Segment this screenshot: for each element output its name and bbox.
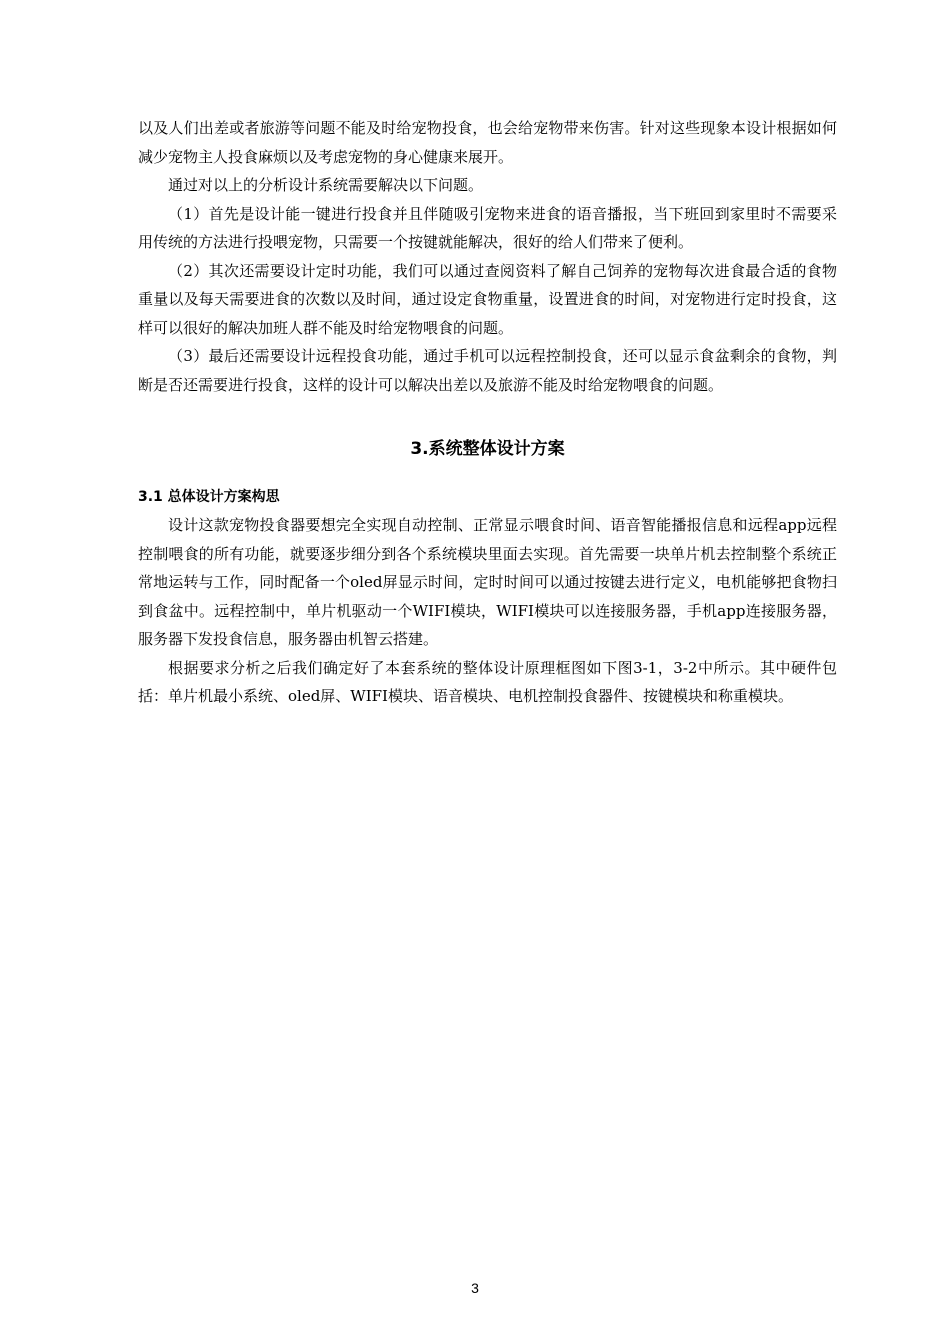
page-body	[138, 114, 837, 711]
paragraph-hardware-summary: 根据要求分析之后我们确定好了本套系统的整体设计原理框图如下图3-1，3-2中所示。其中硬件包括：单片机最小系统、oled屏、WIFI模块、语音模块、电机控制投食器件、按键模块和称重模块。	[138, 658, 837, 705]
paragraph-problem-1: （1）首先是设计能一键进行投食并且伴随吸引宠物来进食的语音播报，当下班回到家里时不需要采用传统的方法进行投喂宠物，只需要一个按键就能解决，很好的给人们带来了便利。	[138, 204, 837, 251]
page-number: 3	[471, 1280, 479, 1296]
paragraph-design-concept: 设计这款宠物投食器要想完全实现自动控制、正常显示喂食时间、语音智能播报信息和远程app远程控制喂食的所有功能，就要逐步细分到各个系统模块里面去实现。首先需要一块单片机去控制整个系统正常地运转与工作，同时配备一个oled屏显示时间，定时时间可以通过按键去进行定义，电机能够把食物扫到食盆中。远程控制中，单片机驱动一个WIFI模块，WIFI模块可以连接服务器，手机app连接服务器，服务器下发投食信息，服务器由机智云搭建。	[138, 516, 837, 648]
paragraph-problem-2: （2）其次还需要设计定时功能，我们可以通过查阅资料了解自己饲养的宠物每次进食最合适的食物重量以及每天需要进食的次数以及时间，通过设定食物重量，设置进食的时间，对宠物进行定时投食，这样可以很好的解决加班人群不能及时给宠物喂食的问题。	[138, 261, 837, 337]
paragraph-problem-3: （3）最后还需要设计远程投食功能，通过手机可以远程控制投食，还可以显示食盆剩余的食物，判断是否还需要进行投食，这样的设计可以解决出差以及旅游不能及时给宠物喂食的问题。	[138, 347, 837, 394]
section-title: 3.1 总体设计方案构思	[138, 489, 280, 505]
paragraph-problem-intro: 通过对以上的分析设计系统需要解决以下问题。	[168, 176, 484, 194]
chapter-title: 3.系统整体设计方案	[410, 439, 565, 459]
paragraph-continuation: 以及人们出差或者旅游等问题不能及时给宠物投食，也会给宠物带来伤害。针对这些现象本设计根据如何减少宠物主人投食麻烦以及考虑宠物的身心健康来展开。	[138, 119, 837, 166]
